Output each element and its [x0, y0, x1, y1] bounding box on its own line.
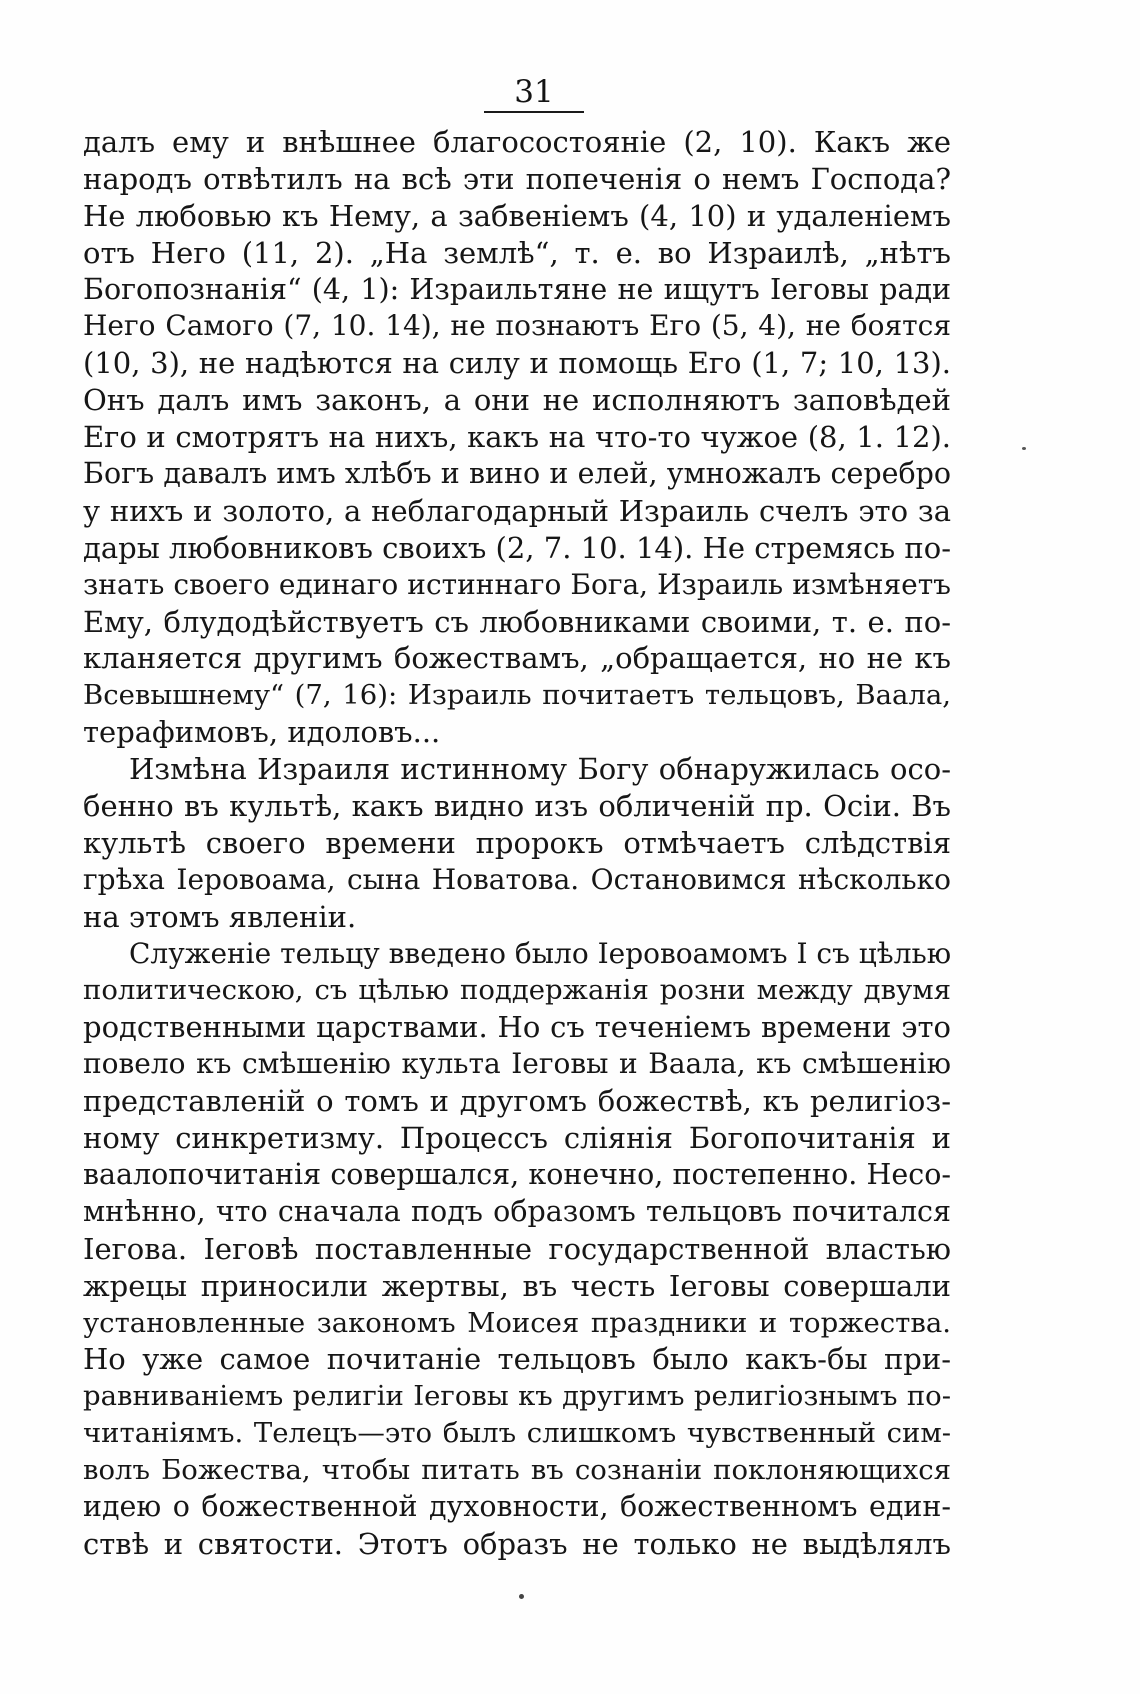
text-line: жрецы приносили жертвы, въ честь Іеговы совершали [83, 1268, 951, 1303]
text-line: политическою, съ цѣлью поддержанія розни между двумя [83, 974, 951, 1007]
text-line: Богъ давалъ имъ хлѣбъ и вино и елей, умножалъ серебро [83, 457, 951, 491]
text-line: культѣ своего времени пророкъ отмѣчаетъ слѣдствія [83, 825, 951, 860]
text-line: дары любовниковъ своихъ (2, 7. 10. 14). Не стремясь по- [83, 530, 951, 565]
text-line: бенно въ культѣ, какъ видно изъ обличеній пр. Осіи. Въ [83, 789, 951, 824]
text-line: Но уже самое почитаніе тельцовъ было какъ-бы при- [83, 1342, 951, 1377]
page-number-rule [484, 111, 584, 113]
text-line: Всевышнему“ (7, 16): Израиль почитаетъ тельцовъ, Ваала, [83, 679, 951, 712]
text-line: Него Самого (7, 10. 14), не познаютъ Его (5, 4), не боятся [83, 309, 951, 343]
text-line: Іегова. Іеговѣ поставленные государственной властью [83, 1231, 951, 1266]
text-line: терафимовъ, идоловъ... [83, 715, 441, 750]
text-line: Не любовью къ Нему, а забвеніемъ (4, 10) и удаленіемъ [83, 198, 951, 233]
text-line: ному синкретизму. Процессъ сліянія Богопочитанія и [83, 1121, 951, 1156]
text-line: знать своего единаго истиннаго Бога, Израиль измѣняетъ [83, 567, 951, 601]
text-line: (10, 3), не надѣются на силу и помощь Его (1, 7; 10, 13). [83, 346, 951, 381]
text-line: ваалопочитанія совершался, конечно, постепенно. Несо- [83, 1157, 951, 1191]
text-line: повело къ смѣшенію культа Іеговы и Ваала, къ смѣшенію [83, 1047, 951, 1081]
text-line: установленные закономъ Моисея праздники и торжества. [83, 1306, 951, 1339]
text-line: отъ Него (11, 2). „На землѣ“, т. е. во Израилѣ, „нѣтъ [83, 235, 951, 270]
text-line: Служеніе тельцу введено было Іеровоамомъ I съ цѣлью [129, 936, 952, 970]
text-line: идею о божественной духовности, божественномъ един- [83, 1489, 951, 1523]
text-line: грѣха Іеровоама, сына Новатова. Остановимся нѣсколько [83, 862, 951, 896]
text-line: далъ ему и внѣшнее благосостояніе (2, 10). Какъ же [83, 125, 951, 159]
print-speck [519, 1594, 524, 1599]
text-line: Онъ далъ имъ законъ, а они не исполняютъ заповѣдей [83, 383, 951, 418]
text-line: на этомъ явленіи. [83, 899, 357, 934]
text-line: ствѣ и святости. Этотъ образъ не только не выдѣлялъ [83, 1526, 951, 1561]
text-line: равниваніемъ религіи Іеговы къ другимъ религіознымъ по- [83, 1380, 951, 1413]
print-speck [1022, 447, 1026, 450]
text-line: Богопознанія“ (4, 1): Израильтяне не ищутъ Іеговы ради [83, 272, 951, 306]
text-line: представленій о томъ и другомъ божествѣ, къ религіоз- [83, 1084, 951, 1119]
text-line: читаніямъ. Телецъ—это былъ слишкомъ чувственный сим- [83, 1417, 951, 1450]
text-line: у нихъ и золото, а неблагодарный Израиль счелъ это за [83, 493, 951, 528]
text-line: волъ Божества, чтобы питать въ сознаніи поклоняющихся [83, 1454, 951, 1487]
text-line: Его и смотрятъ на нихъ, какъ на что-то чужое (8, 1. 12). [83, 420, 951, 455]
text-line: мнѣнно, что сначала подъ образомъ тельцовъ почитался [83, 1194, 951, 1228]
text-line: народъ отвѣтилъ на всѣ эти попеченія о немъ Господа? [83, 161, 951, 196]
text-line: кланяется другимъ божествамъ, „обращается, но не къ [83, 641, 951, 676]
page-number: 31 [514, 74, 554, 110]
text-line: Измѣна Израиля истинному Богу обнаружилась осо- [129, 752, 951, 787]
text-line: родственными царствами. Но съ теченіемъ времени это [83, 1010, 951, 1045]
text-line: Ему, блудодѣйствуетъ съ любовниками своими, т. е. по- [83, 604, 951, 639]
body-text [83, 124, 951, 1563]
